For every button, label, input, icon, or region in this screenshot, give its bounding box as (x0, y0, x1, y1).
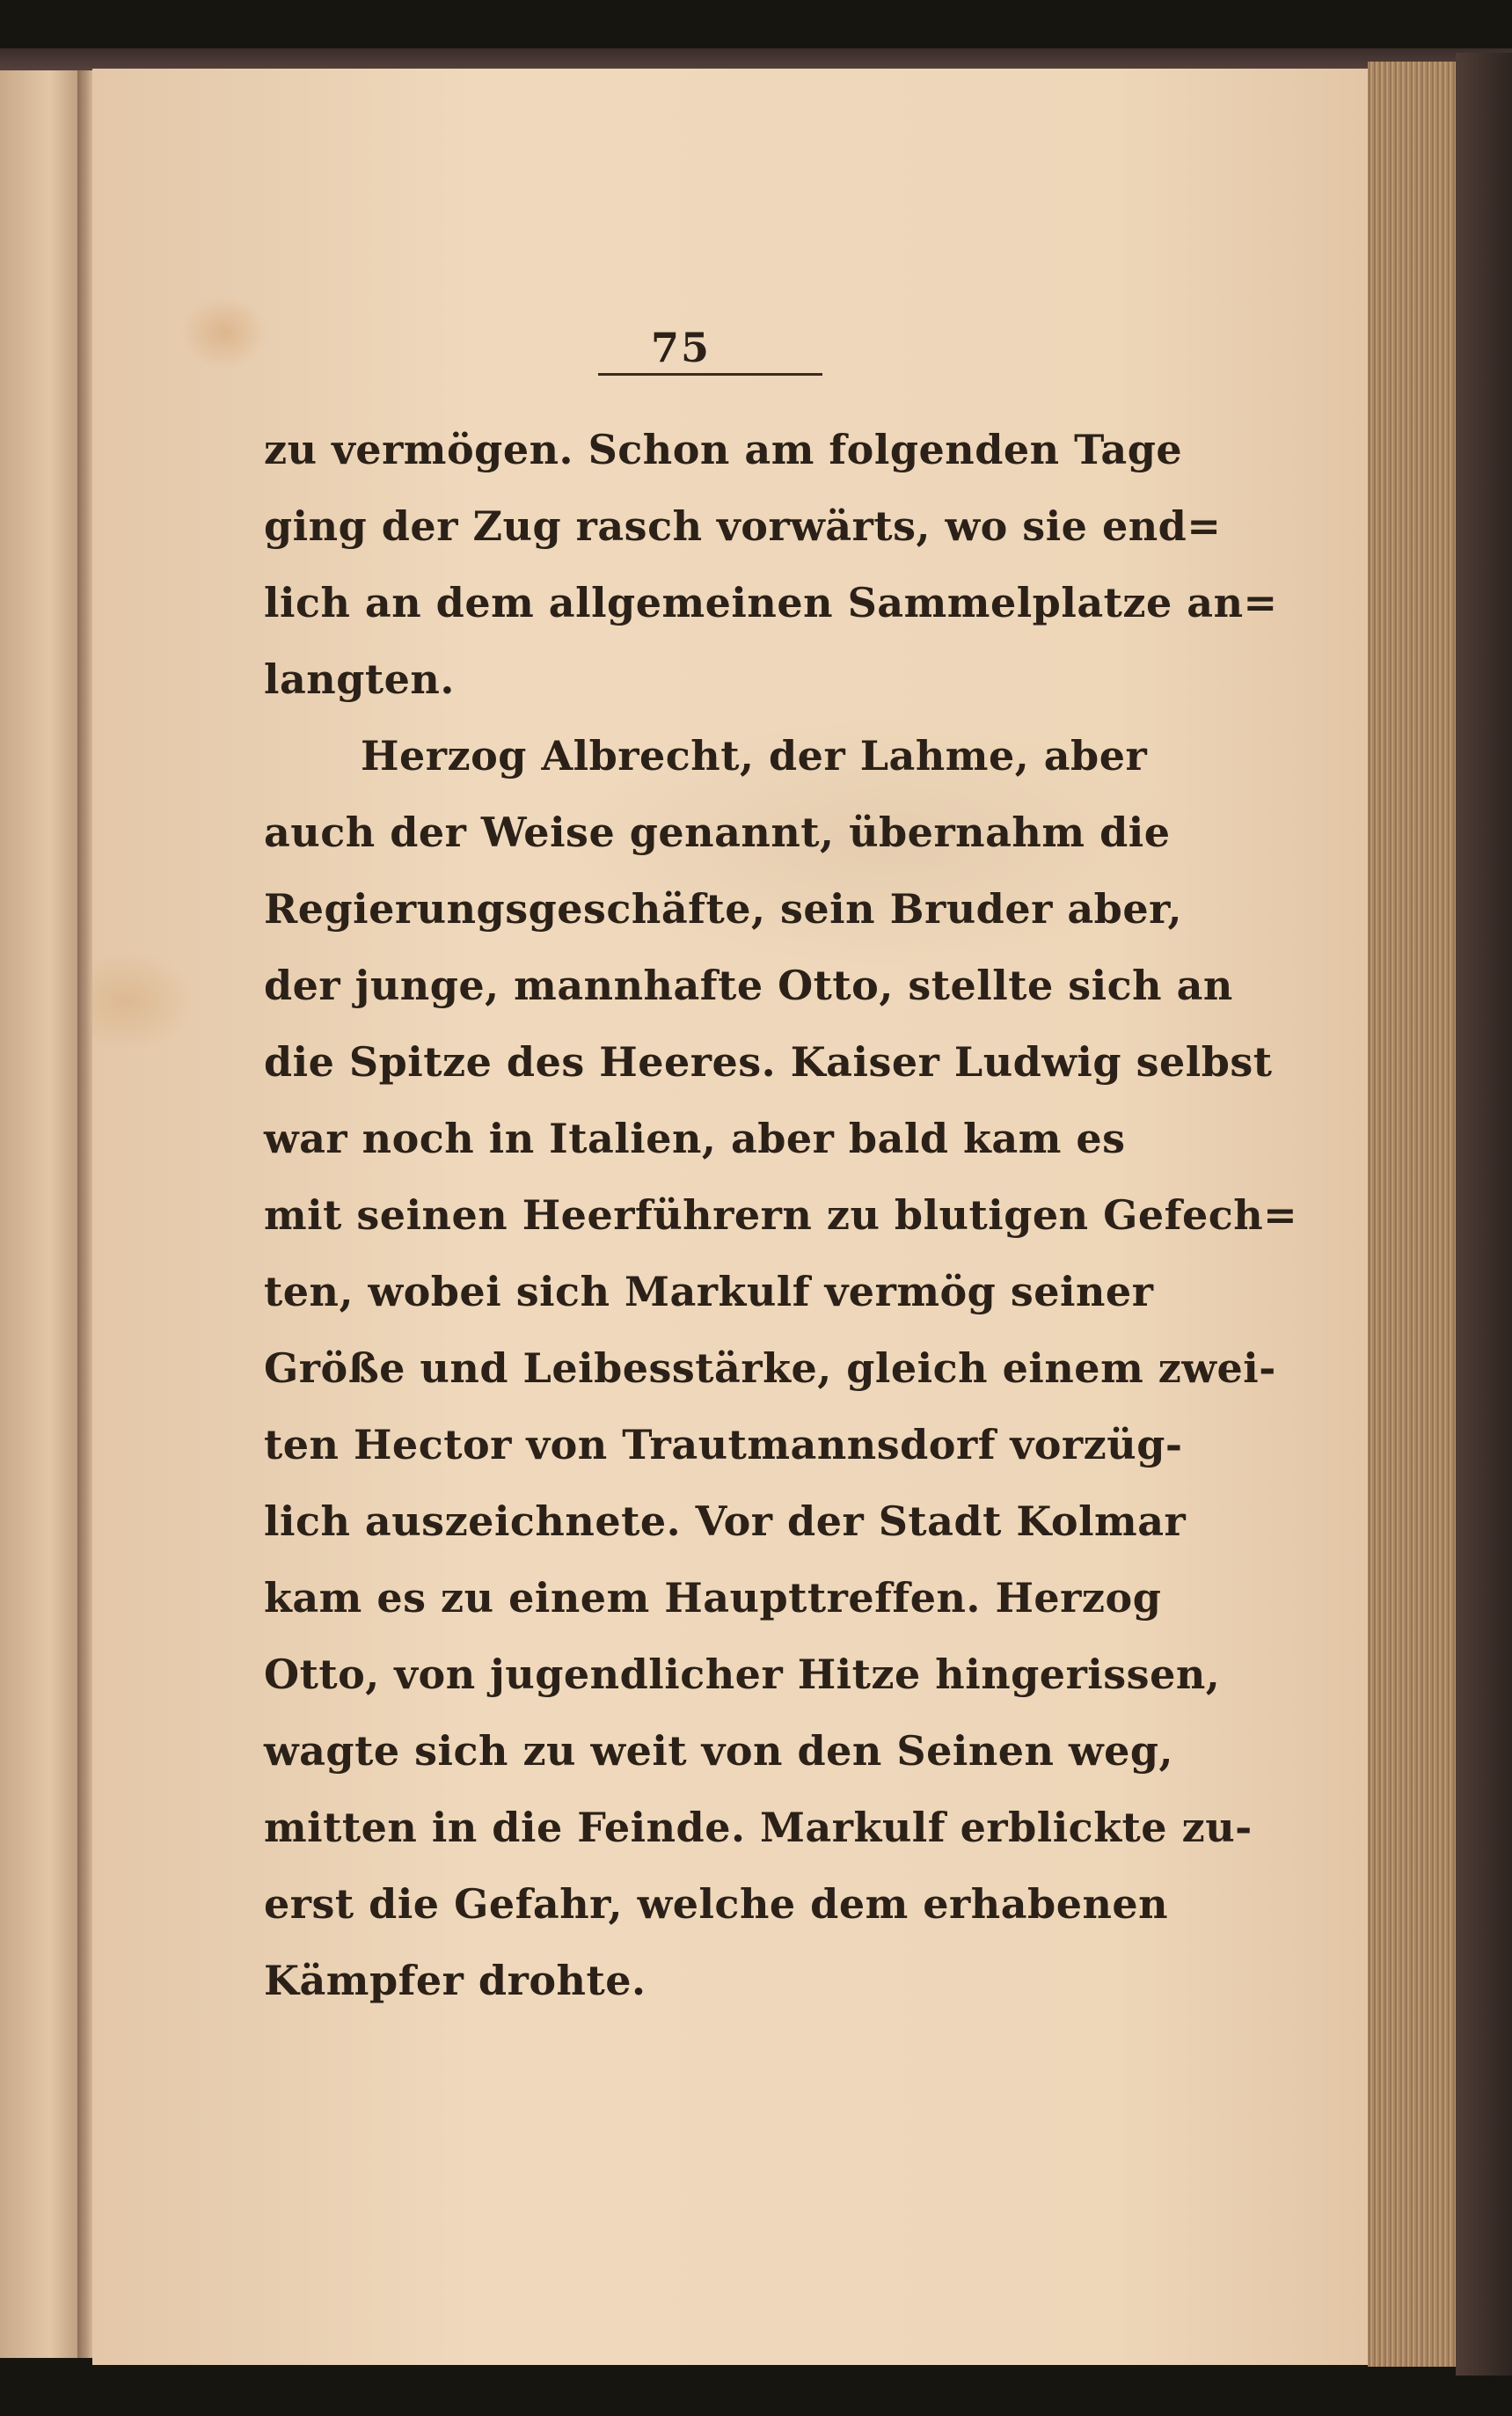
text-line: Otto, von jugendlicher Hitze hingerissen, (264, 1651, 1221, 1698)
text-line: Regierungsgeschäfte, sein Bruder aber, (264, 885, 1182, 933)
text-line: wagte sich zu weit von den Seinen weg, (264, 1727, 1174, 1775)
header-rule (598, 373, 822, 376)
text-line: ten Hector von Trautmannsdorf vorzüg- (264, 1421, 1183, 1468)
text-line: die Spitze des Heeres. Kaiser Ludwig selbst (264, 1038, 1273, 1086)
text-line: ten, wobei sich Markulf vermög seiner (264, 1268, 1154, 1315)
text-line: Herzog Albrecht, der Lahme, aber (361, 732, 1148, 780)
text-line: zu vermögen. Schon am folgenden Tage (264, 426, 1183, 473)
text-line: ging der Zug rasch vorwärts, wo sie end= (264, 502, 1222, 550)
text-line: war noch in Italien, aber bald kam es (264, 1115, 1126, 1162)
page-number: 75 (651, 324, 712, 371)
body-text (264, 412, 1298, 2019)
book-cover-right (1456, 53, 1512, 2376)
left-page-edge (0, 70, 84, 2358)
text-line: langten. (264, 655, 455, 703)
text-line: lich an dem allgemeinen Sammelplatze an= (264, 579, 1278, 626)
text-line: lich auszeichnete. Vor der Stadt Kolmar (264, 1497, 1187, 1545)
text-line: auch der Weise genannt, übernahm die (264, 809, 1171, 856)
text-line: erst die Gefahr, welche dem erhabenen (264, 1880, 1169, 1928)
text-line: Größe und Leibesstärke, gleich einem zwei- (264, 1344, 1276, 1392)
text-line: mitten in die Feinde. Markulf erblickte zu- (264, 1804, 1253, 1851)
text-line: der junge, mannhafte Otto, stellte sich an (264, 962, 1233, 1009)
text-line: Kämpfer drohte. (264, 1957, 646, 2004)
text-line: kam es zu einem Haupttreffen. Herzog (264, 1574, 1162, 1622)
text-line: mit seinen Heerführern zu blutigen Gefech= (264, 1191, 1298, 1239)
page-edges (1368, 62, 1456, 2367)
